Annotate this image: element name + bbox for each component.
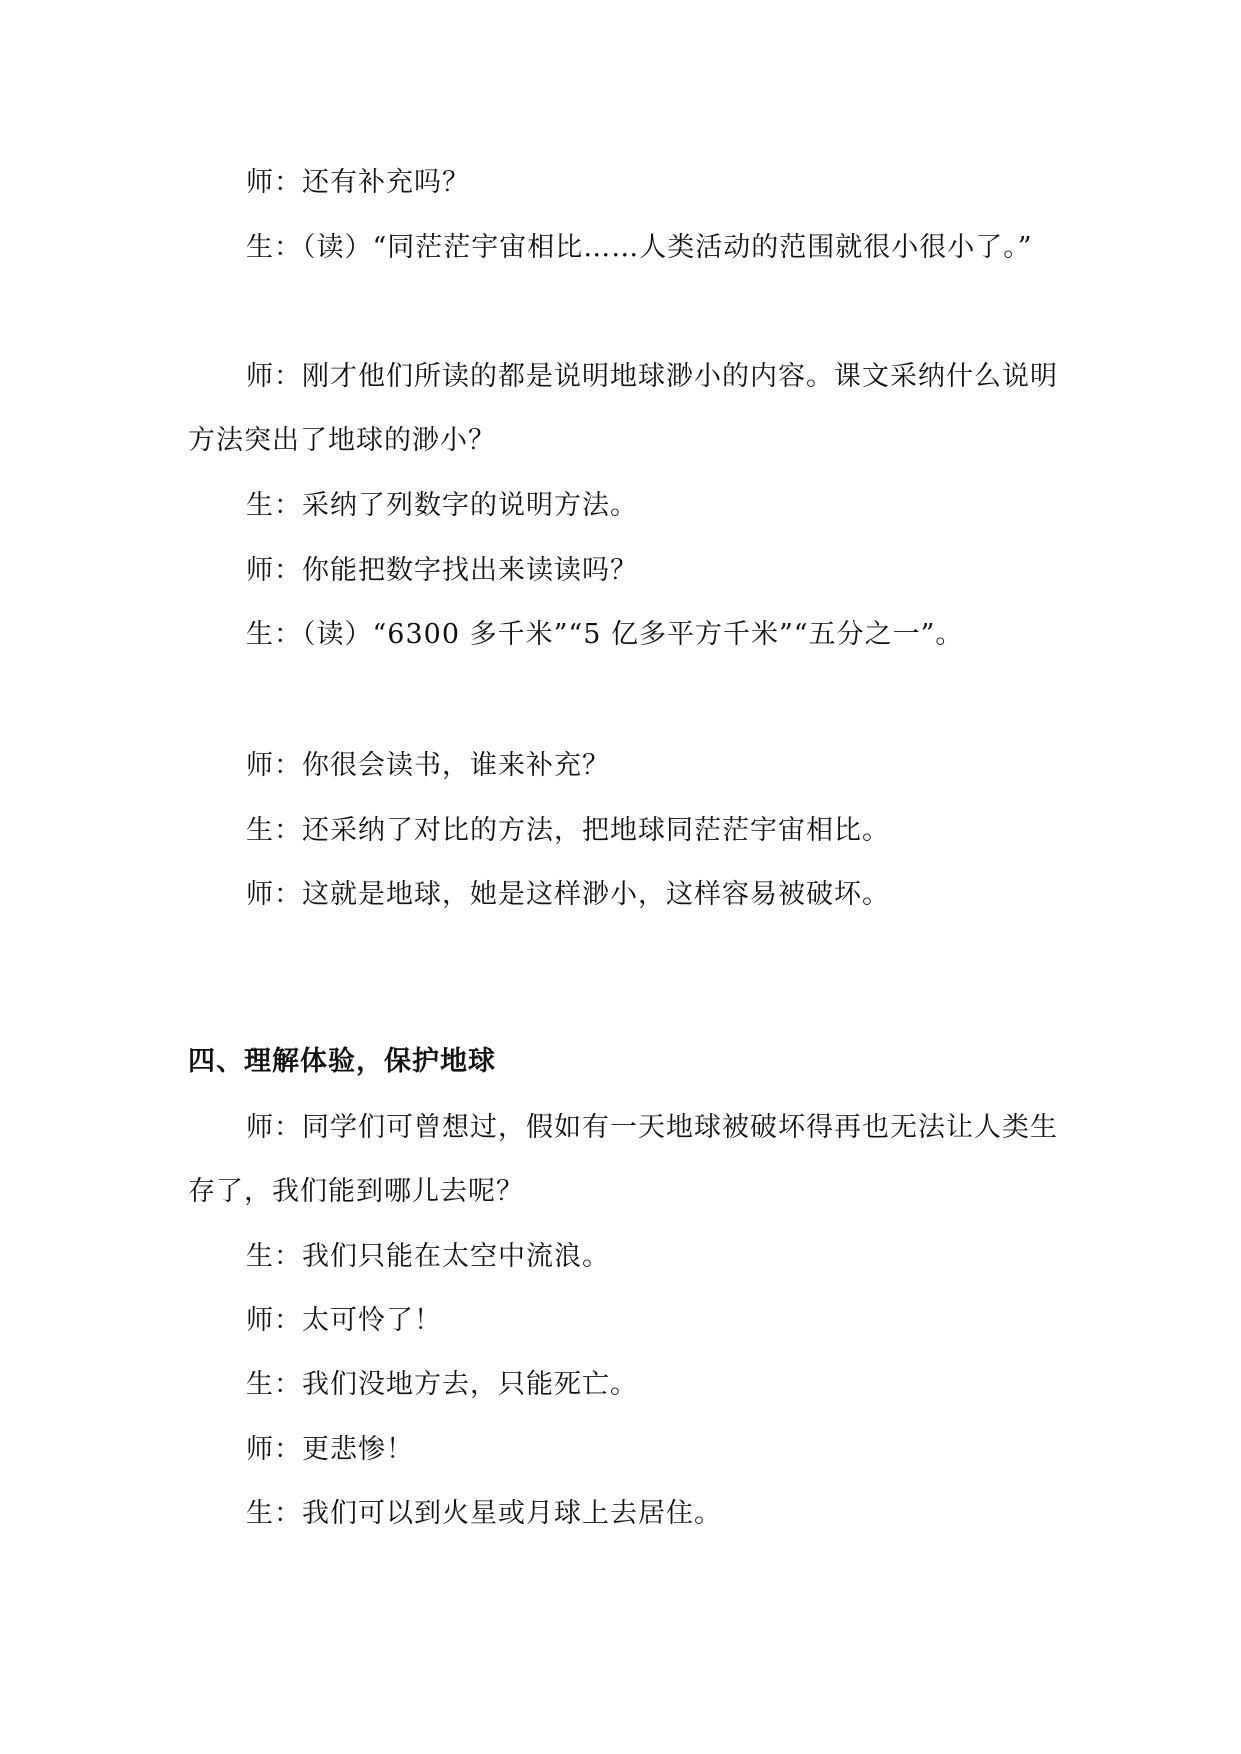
dialogue-line: 生：采纳了列数字的说明方法。	[246, 490, 638, 521]
dialogue-line: 师：刚才他们所读的都是说明地球渺小的内容。课文采纳什么说明方法突出了地球的渺小？	[188, 361, 1058, 456]
dialogue-line: 生：（读）“同茫茫宇宙相比……人类活动的范围就很小很小了。”	[246, 232, 1033, 263]
dialogue-line: 师：还有补充吗？	[246, 167, 470, 198]
dialogue-line: 生：我们没地方去，只能死亡。	[246, 1369, 638, 1400]
dialogue-line: 师：你能把数字找出来读读吗？	[246, 555, 638, 586]
dialogue-line: 师：更悲惨！	[246, 1434, 414, 1465]
dialogue-line: 生：（读）“6300 多千米”“5 亿多平方千米”“五分之一”。	[246, 619, 964, 650]
section-heading: 四、理解体验，保护地球	[188, 1046, 496, 1077]
dialogue-line: 生：我们可以到火星或月球上去居住。	[246, 1498, 722, 1529]
dialogue-line: 师：太可怜了！	[246, 1305, 442, 1336]
dialogue-line: 师：同学们可曾想过，假如有一天地球被破坏得再也无法让人类生存了，我们能到哪儿去呢？	[188, 1112, 1058, 1207]
dialogue-line: 师：这就是地球，她是这样渺小，这样容易被破坏。	[246, 879, 890, 910]
dialogue-line: 师：你很会读书，谁来补充？	[246, 750, 610, 781]
dialogue-line: 生：我们只能在太空中流浪。	[246, 1241, 610, 1272]
dialogue-line: 生：还采纳了对比的方法，把地球同茫茫宇宙相比。	[246, 815, 890, 846]
